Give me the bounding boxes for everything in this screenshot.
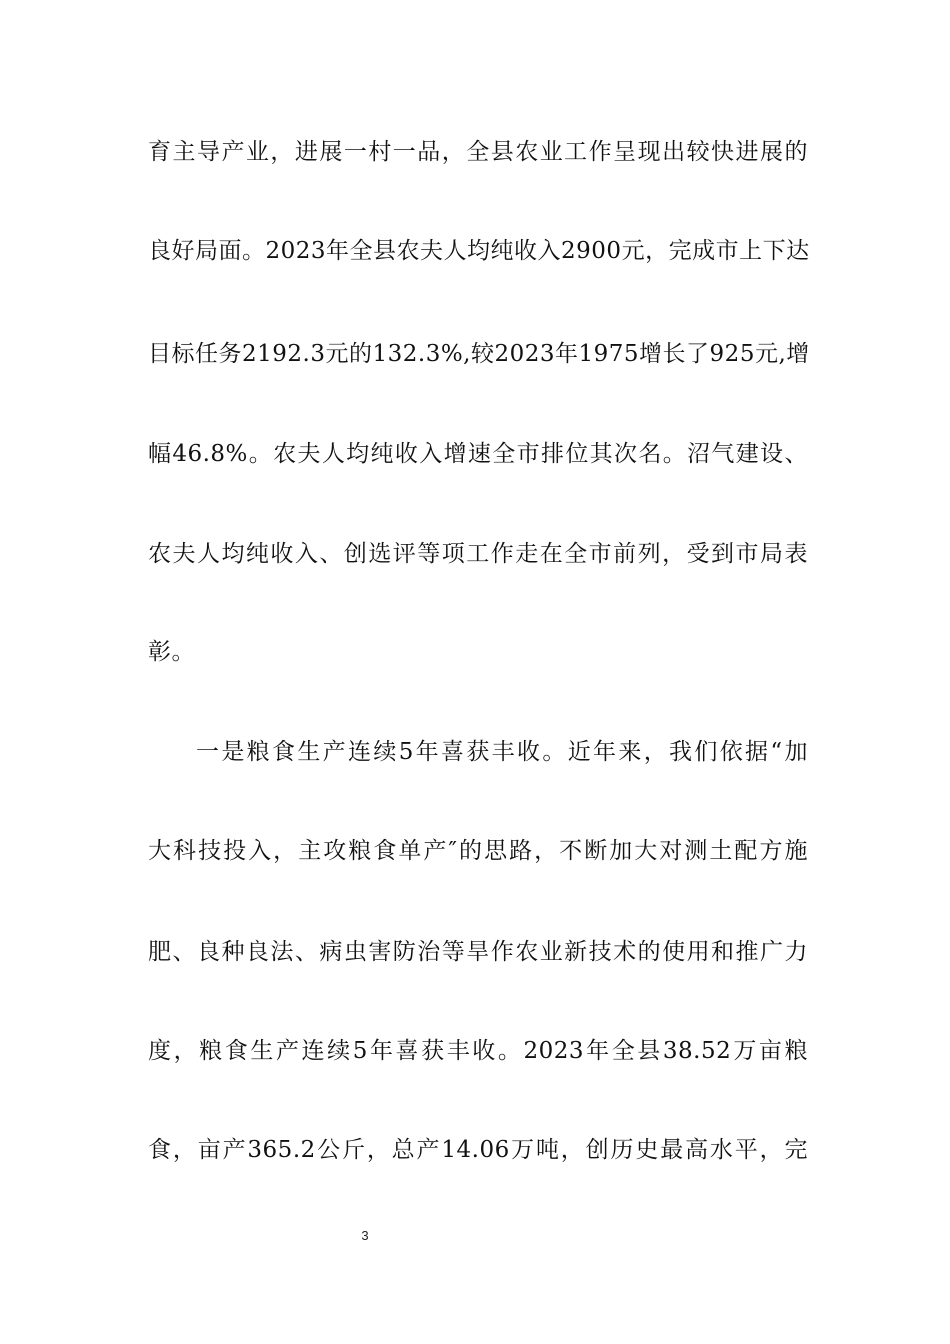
paragraph-2-line-2: 大科技投入，主攻粮食单产″的思路，不断加大对测土配方施 (148, 838, 808, 864)
paragraph-2-line-4: 度，粮食生产连续5年喜获丰收。2023年全县38.52万亩粮 (148, 1038, 808, 1064)
text-line-6: 彰。 (148, 639, 195, 665)
text-line-1: 育主导产业，进展一村一品，全县农业工作呈现出较快进展的 (148, 139, 808, 165)
paragraph-2-line-5: 食，亩产365.2公斤，总产14.06万吨，创历史最高水平，完 (148, 1137, 808, 1163)
paragraph-2-line-3: 肥、良种良法、病虫害防治等旱作农业新技术的使用和推广力 (148, 939, 808, 965)
text-line-2: 良好局面。2023年全县农夫人均纯收入2900元，完成市上下达 (148, 238, 810, 264)
text-line-4: 幅46.8%。农夫人均纯收入增速全市排位其次名。沼气建设、 (148, 441, 808, 467)
text-line-5: 农夫人均纯收入、创选评等项工作走在全市前列，受到市局表 (148, 541, 808, 567)
text-line-3: 目标任务2192.3元的132.3%,较2023年1975增长了925元,增 (148, 341, 810, 367)
page-number: 3 (361, 1228, 369, 1243)
paragraph-2-line-1: 一是粮食生产连续5年喜获丰收。近年来，我们依据“加 (196, 739, 808, 765)
